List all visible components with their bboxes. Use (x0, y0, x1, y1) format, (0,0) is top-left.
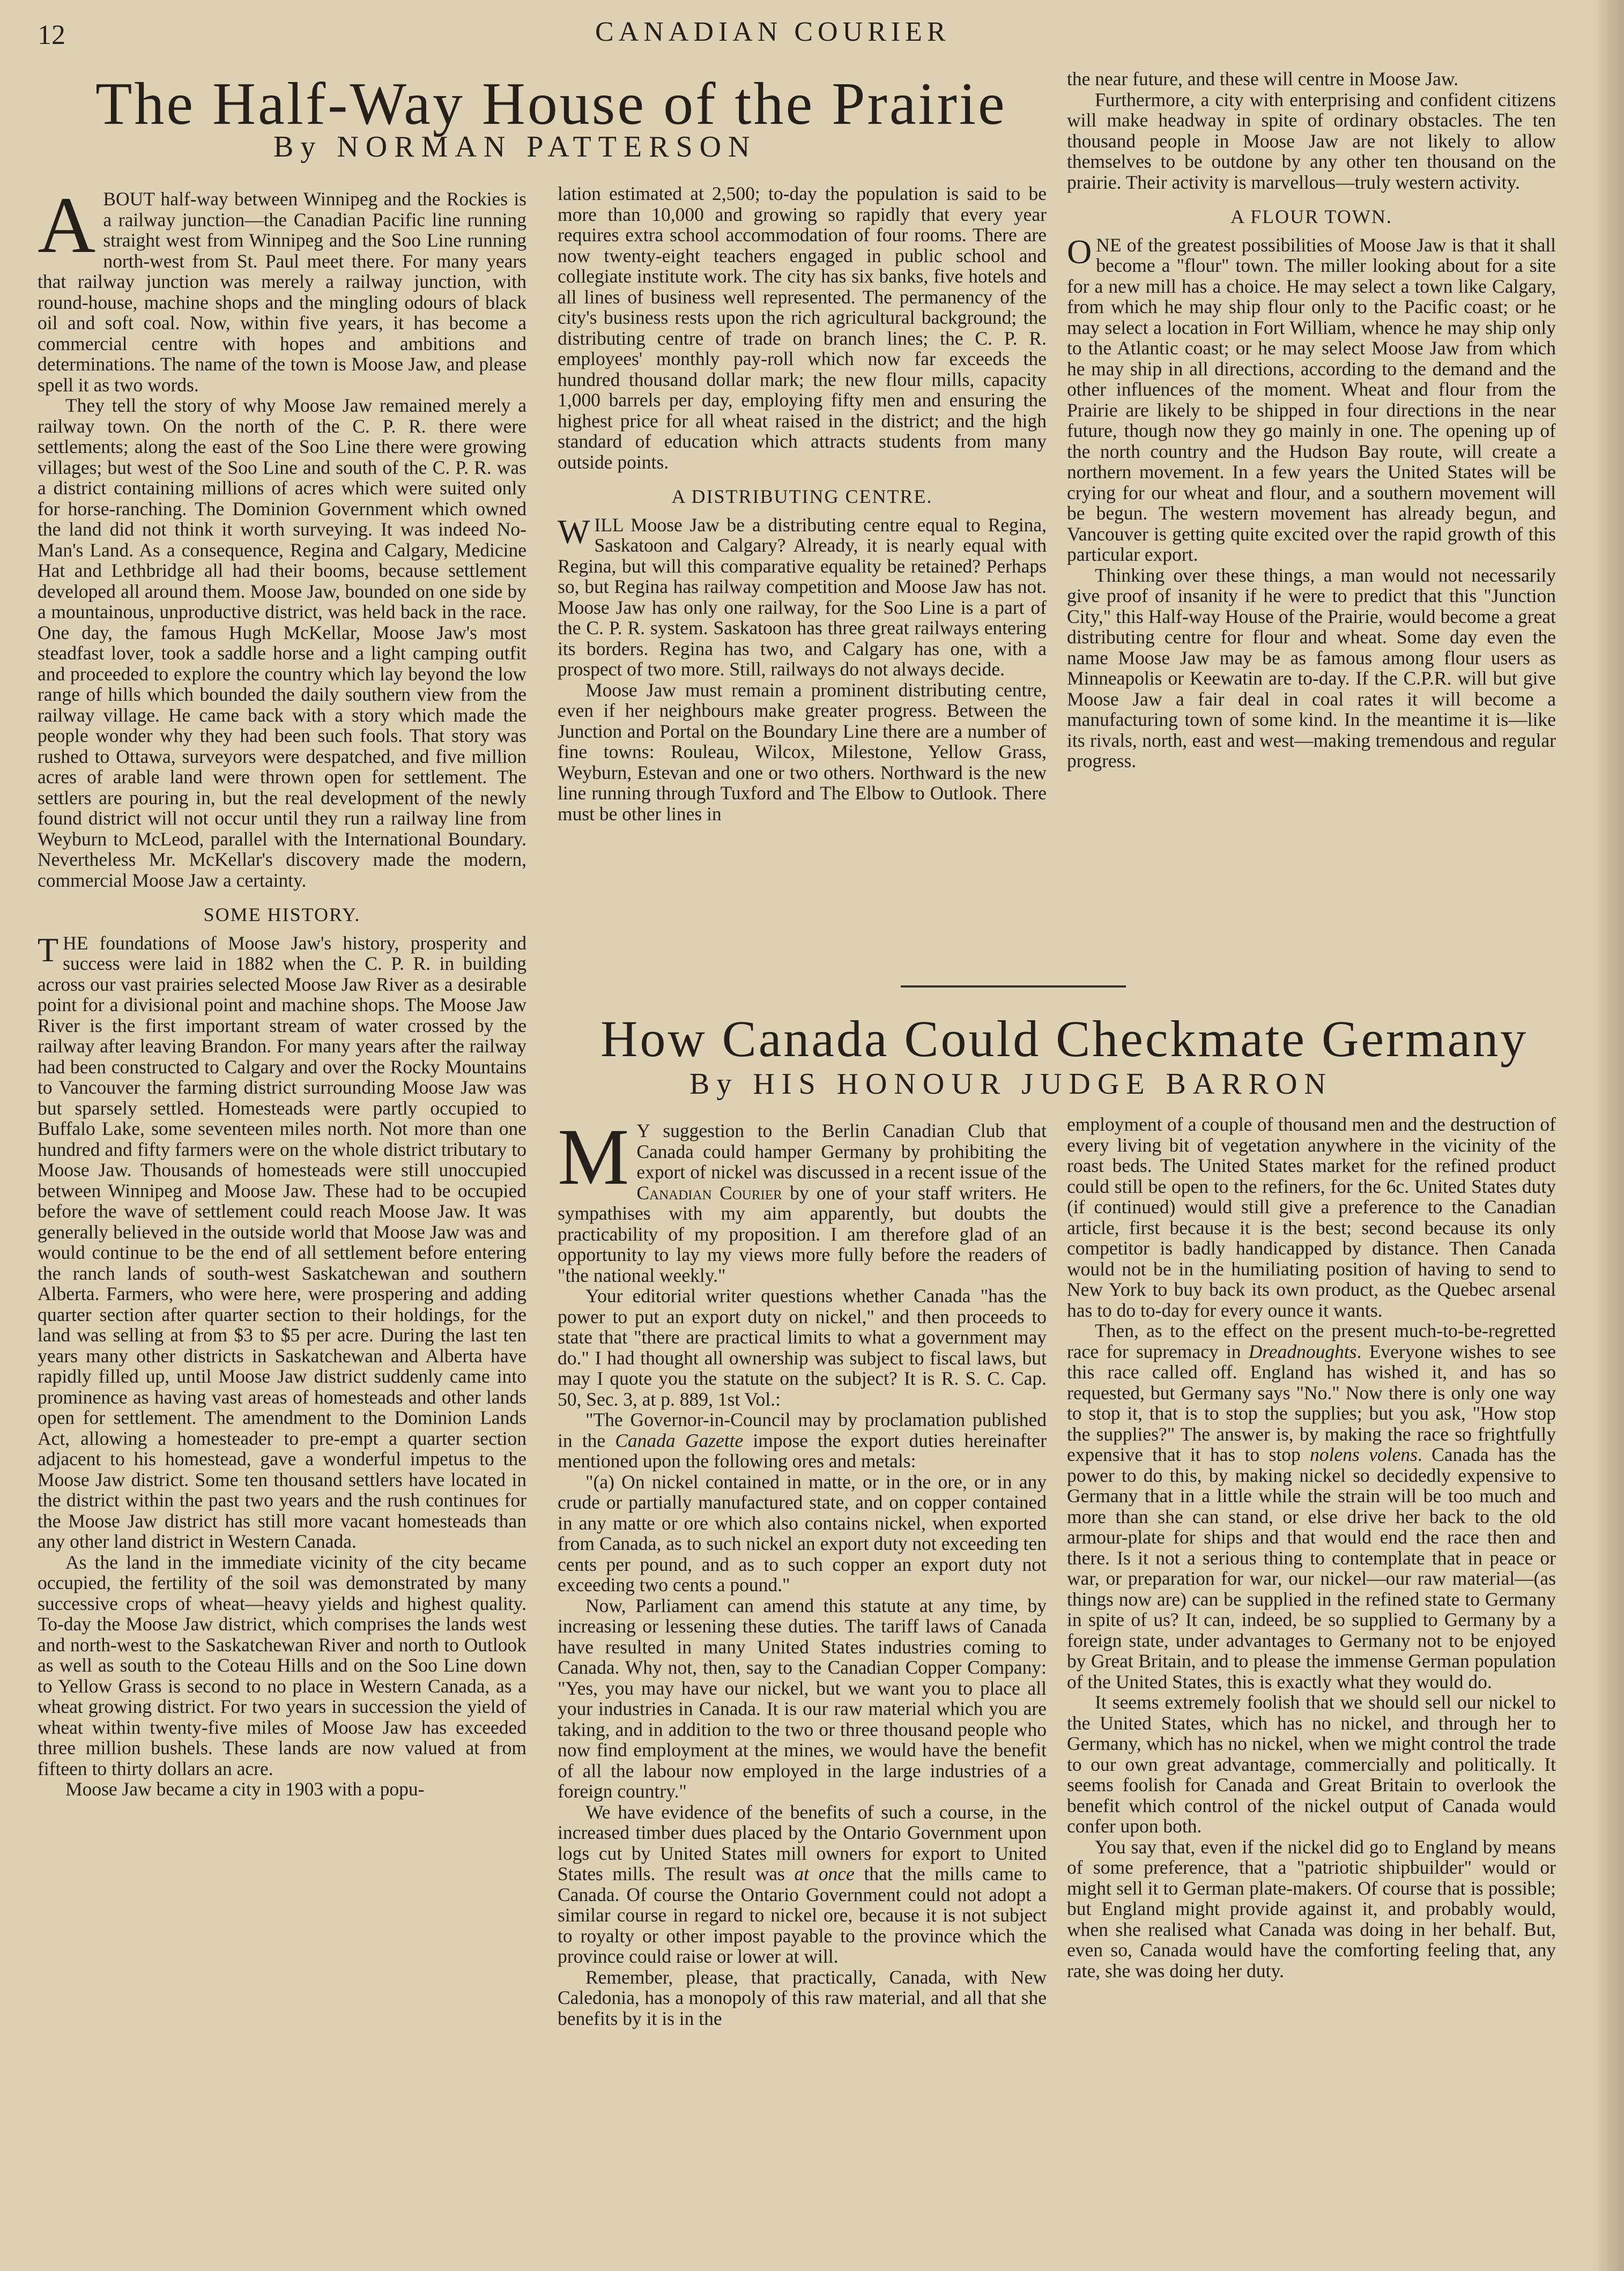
paragraph-text: impose the export duties hereinafter mentioned upon the following ores and metals: (558, 1429, 1047, 1472)
paragraph: Now, Parliament can amend this statute at any time, by increasing or lessening these duties. The tariff laws of Canada have resulted in many United States industries coming to Canada. Why not, then, say to the Canadian Copper Company: "Yes, you may have our nickel, but we want you to place all your industries in Canada. It is our raw material which you are taking, and in addition to the two or three thousand people who now find employment at the mines, we would have the benefit of all the labour now employed in the large industries of a foreign country." (558, 1594, 1047, 1802)
paragraph-text: . Canada has the power to do this, by making nickel so decidedly expensive to Germany that in a little while the strain will be too much and more than she can stand, or else drive her back to the old armour-plate for ships and that would end the race then and there. Is it not a serious thing to contemplate that in peace or war, or preparation for war, our nickel—our raw material—(as things now are) can be supplied in the refined state to Germany in spite of us? It can, indeed, be so supplied to Germany by a foreign state, under advantages to Germany not to be enjoyed by Great Britain, and to please the immense German population of the United States, this is exactly what they would do. (1067, 1444, 1556, 1693)
initial-cap: T (38, 930, 59, 969)
paragraph: Moose Jaw became a city in 1903 with a popu- (65, 1778, 425, 1800)
paragraph-text: "The Governor-in-Council may by proclamation published in the (558, 1409, 1047, 1451)
section-heading: A DISTRIBUTING CENTRE. (671, 486, 933, 507)
paragraph (38, 930, 526, 1552)
initial-cap: W (558, 512, 590, 551)
paragraph: "(a) On nickel contained in matte, or in the ore, or in any crude or partially manufactured state, and on copper contained in any matte or ore which also contains nickel, when exported from Canada, as to such nickel an export duty not exceeding ten cents per pound, and as to such copper an export duty not exceeding two cents a pound." (558, 1471, 1047, 1595)
drop-cap: A (38, 181, 96, 270)
magazine-name: Canadian Courier (636, 1182, 782, 1204)
paragraph (1067, 1320, 1556, 1692)
paragraph: Thinking over these things, a man would not necessarily give proof of insanity if he were to predict that this "Junction City," this Half-way House of the Prairie, would become a great distributing centre for flour and wheat. Some day even the name Moose Jaw may be as famous among flour users as Minneapolis or Keewatin are to-day. If the C.P.R. will but give Moose Jaw a fair deal in coal rates it will become a manufacturing town of some kind. In the meantime it is—like its rivals, north, east and west—making tremendous and regular progress. (1067, 564, 1556, 771)
paragraph: They tell the story of why Moose Jaw remained merely a railway town. On the north of the C. P. R. there were settlements; along the east of the Soo Line there were growing villages; but west of the Soo Line and south of the C. P. R. was a district containing millions of acres which were suited only for horse-ranching. The Dominion Government which owned the land did not think it worth surveying. It was indeed No-Man's Land. As a consequence, Regina and Calgary, Medicine Hat and Lethbridge all had their booms, because settlement developed all around them. Moose Jaw, bounded on one side by a mountainous, unproductive district, was held back in the race. One day, the famous Hugh McKellar, Moose Jaw's most steadfast lover, took a saddle horse and a light camping outfit and proceeded to explore the country which lay beyond the low range of hills which bounded the daily southern view from the railway village. He came back with a story which made the people wonder why they had been such fools. That story was rushed to Ottawa, surveyors were despatched, and five million acres of arable land were thrown open for settlement. The settlers are pouring in, but the real development of the newly found district will not occur until they run a railway line from Weyburn to McLeod, parallel with the International Boundary. Nevertheless Mr. McKellar's discovery made the modern, commercial Moose Jaw a certainty. (38, 395, 526, 891)
paragraph: It seems extremely foolish that we should sell our nickel to the United States, which has no nickel, and through her to Germany, which has no nickel, when we might control the trade to our own great advantage, commercially and politically. It seems foolish for Canada and Great Britain to overlook the benefit which control of the nickel output of Canada would confer upon both. (1067, 1691, 1556, 1837)
paragraph-text: that the mills came to Canada. Of course the Ontario Government could not adopt a similar course in regard to nickel ore, because it is not subject to royalty or other impost payable to the province which the province could raise or lower at will. (558, 1863, 1047, 1967)
paragraph: Remember, please, that practically, Canada, with New Caledonia, has a monopoly of this raw material, and all that she benefits by it is in the (558, 1966, 1047, 2029)
section-divider (901, 985, 1126, 988)
emphasis: Dreadnoughts (1248, 1340, 1357, 1362)
paragraph: As the land in the immediate vicinity of the city became occupied, the fertility of the soil was demonstrated by many successive crops of wheat—heavy yields and highest quality. To-day the Moose Jaw district, which comprises the lands west and north-west to the Saskatchewan River and north to Outlook as well as south to the Coteau Hills and on the Soo Line down to Yellow Grass is second to no place in Western Canada, as a wheat growing district. For two years in succession the yield of wheat within twenty-five miles of Moose Jaw has exceeded three million bushels. These lands are now valued at from fifteen to thirty dollars an acre. (38, 1551, 526, 1779)
section-heading: A FLOUR TOWN. (1230, 206, 1392, 227)
paragraph-text: Y suggestion to the Berlin Canadian Club that Canada could hamper Germany by prohibiting the export of nickel was discussed in a recent issue of the (636, 1120, 1047, 1183)
paragraph-text: by one of your staff writers. He sympathises with my aim apparently, but doubts the practicability of my proposition. I am therefore glad of an opportunity to lay my views more fully before the readers of "the national weekly." (558, 1182, 1047, 1286)
paragraph-text: . Everyone wishes to see this race called off. England has wished it, and has so requested, but Germany says "No." Now there is only one way to stop it, that is to stop the supplies; but you ask, "How stop the supplies?" The answer is, by making the race so frightfully expensive that it has to stop (1067, 1340, 1556, 1465)
running-head: CANADIAN COURIER (595, 17, 951, 47)
paragraph (558, 1409, 1047, 1472)
drop-cap: M (558, 1112, 629, 1201)
article1-byline: By NORMAN PATTERSON (273, 130, 757, 164)
paragraph (558, 1112, 1047, 1286)
paragraph (558, 1802, 1047, 1967)
page-number: 12 (38, 20, 65, 50)
article2-byline: By HIS HONOUR JUDGE BARRON (689, 1067, 1333, 1101)
article1-column-3 (1067, 69, 1556, 771)
paragraph-text: NE of the greatest possibilities of Moose Jaw is that it shall become a "flour" town. The miller looking about for a site for a new mill has a choice. He may select a town like Calgary, from which he may ship flour only to the Pacific coast; or he may select a location in Fort William, whence he may ship only to the Atlantic coast; or he may select Moose Jaw from which he may ship in all directions, according to the demand and the other influences of the moment. Wheat and flour from the Prairie are likely to be shipped in four directions in the near future, though now they go mainly in one. The opening up of the north country and the Hudson Bay route, will create a northern movement. In a few years the United States will be crying for our wheat and flour, and a southern movement will be begun. The western movement has already begun, and Vancouver is getting quite excited over the rapid growth of this particular export. (1067, 234, 1556, 565)
paragraph: Furthermore, a city with enterprising and confident citizens will make headway in spite of ordinary obstacles. The ten thousand people in Moose Jaw are not likely to allow themselves to be outdone by any other ten thousand on the prairie. Their activity is marvellous—truly western activity. (1067, 88, 1556, 193)
emphasis: at once (794, 1863, 855, 1884)
paragraph-text: ILL Moose Jaw be a distributing centre equal to Regina, Saskatoon and Calgary? Already, it is nearly equal with Regina, but will this comparative equality be retained? Perhaps so, but Regina has railway competition and Moose Jaw has not. Moose Jaw has only one railway, for the Soo Line is a part of the C. P. R. system. Saskatoon has three great railways entering its borders. Regina has two, and Calgary has one, with a prospect of two more. Still, railways do not always decide. (558, 514, 1047, 680)
publication-name: Canada Gazette (615, 1429, 744, 1451)
paragraph (1067, 232, 1556, 565)
paragraph: lation estimated at 2,500; to-day the population is said to be more than 10,000 and growing so rapidly that every year requires extra school accommodation of four rooms. There are now twenty-eight teachers engaged in public school and collegiate institute work. The city has six banks, five hotels and all lines of business well represented. The permanency of the city's business rests upon the rich agricultural background; the distributing centre of trade on branch lines; the C. P. R. employees' monthly pay-roll which now far exceeds the hundred thousand dollar mark; the new flour mills, capacity 1,000 barrels per day, employing fifty men and ensuring the highest price for all wheat raised in the district; and the high standard of education which attracts students from many outside points. (558, 183, 1047, 473)
paragraph: the near future, and these will centre in Moose Jaw. (1067, 68, 1459, 90)
paragraph-text: Then, as to the effect on the present much-to-be-regretted race for supremacy in (1067, 1320, 1556, 1362)
paragraph-text: HE foundations of Moose Jaw's history, prosperity and success were laid in 1882 when the C. P. R. in building across our vast prairies selected Moose Jaw River as a desirable point for a divisional point and machine shops. The Moose Jaw River is the first important stream of water crossed by the railway after leaving Brandon. For many years after the railway had been constructed to Calgary and over the Rocky Mountains to Vancouver the farming district surrounding Moose Jaw was but sparsely settled. Homesteads were partly occupied to Buffalo Lake, some seventeen miles north. Not more than one hundred and fifty farmers were on the whole district tributary to Moose Jaw. Thousands of homesteads were still unoccupied between Winnipeg and Moose Jaw. These had to be occupied before the wave of settlement could reach Moose Jaw. It was generally believed in the outside world that Moose Jaw was and would continue to be the end of all settlement before entering the ranch lands of south-west Saskatchewan and southern Alberta. Farmers, who were here, were prospering and adding quarter section after quarter section to their holdings, for the land was selling at from $3 to $5 per acre. During the last ten years many other districts in Saskatchewan and Alberta have rapidly filled up, until Moose Jaw district suddenly came into prominence as having vast areas of homesteads and other lands open for settlement. The amendment to the Dominion Lands Act, allowing a homesteader to pre-empt a quarter section adjacent to his homestead, gave a wonderful impetus to the Moose Jaw district. Some ten thousand settlers have located in the district within the past two years and the rush continues for the Moose Jaw district has still more vacant homesteads than any other land district in Western Canada. (38, 932, 526, 1552)
article1-column-1 (38, 181, 526, 1800)
emphasis: nolens volens (1310, 1444, 1418, 1465)
paragraph: employment of a couple of thousand men and the destruction of every living bit of vegetation anywhere in the vicinity of the roast beds. The United States market for the refined product could still be open to the refiners, for the 6c. United States duty (if continued) would still give a preference to the Canadian article, first because it is the best; second because its only competitor is badly handicapped by distance. Then Canada would not be in the humiliating position of having to send to New York to buy back its own product, as the Quebec arsenal has to do to-day for every ounce it wants. (1067, 1114, 1556, 1321)
article2-column-3 (1067, 1114, 1556, 1981)
paragraph-text: BOUT half-way between Winnipeg and the Rockies is a railway junction—the Canadian Pacific line running straight west from Winnipeg and the Soo Line running north-west from St. Paul meet there. For many years that railway junction was merely a railway junction, with round-house, machine shops and the mingling odours of black oil and soft coal. Now, within five years, it has become a commercial centre with hopes and ambitions and determinations. The name of the town is Moose Jaw, and please spell it as two words. (38, 188, 526, 396)
paragraph (38, 181, 526, 396)
paragraph: Moose Jaw must remain a prominent distributing centre, even if her neighbours make greater progress. Between the Junction and Portal on the Boundary Line there are a number of fine towns: Rouleau, Wilcox, Milestone, Yellow Grass, Weyburn, Estevan and one or two others. Northward is the new line running through Tuxford and The Elbow to Outlook. There must be other lines in (558, 679, 1047, 825)
paragraph: Your editorial writer questions whether Canada "has the power to put an export duty on nickel," and then proceeds to state that "there are practical limits to what a government may do." I had thought all ownership was subject to fiscal laws, but may I quote you the statute on the subject? It is R. S. C. Cap. 50, Sec. 3, at p. 889, 1st Vol.: (558, 1285, 1047, 1410)
paragraph (558, 512, 1047, 680)
paragraph: You say that, even if the nickel did go to England by means of some preference, that a "patriotic shipbuilder" would or might sell it to German plate-makers. Of course that is possible; but England might provide against it, and probably would, when she realised what Canada was doing in her behalf. But, even so, Canada would have the comforting feeling that, any rate, she was doing her duty. (1067, 1836, 1556, 1981)
article1-title: The Half-Way House of the Prairie (95, 71, 1007, 137)
article2-column-2 (558, 1112, 1047, 2029)
article2-title: How Canada Could Checkmate Germany (600, 1010, 1529, 1067)
section-heading: SOME HISTORY. (203, 904, 361, 925)
page-gutter-shadow (1592, 0, 1624, 2271)
initial-cap: O (1067, 232, 1092, 271)
article1-column-2 (558, 183, 1047, 824)
paragraph-text: We have evidence of the benefits of such a course, in the increased timber dues placed by the Ontario Government upon logs cut by United States mill owners for export to United States mills. The result was (558, 1801, 1047, 1884)
